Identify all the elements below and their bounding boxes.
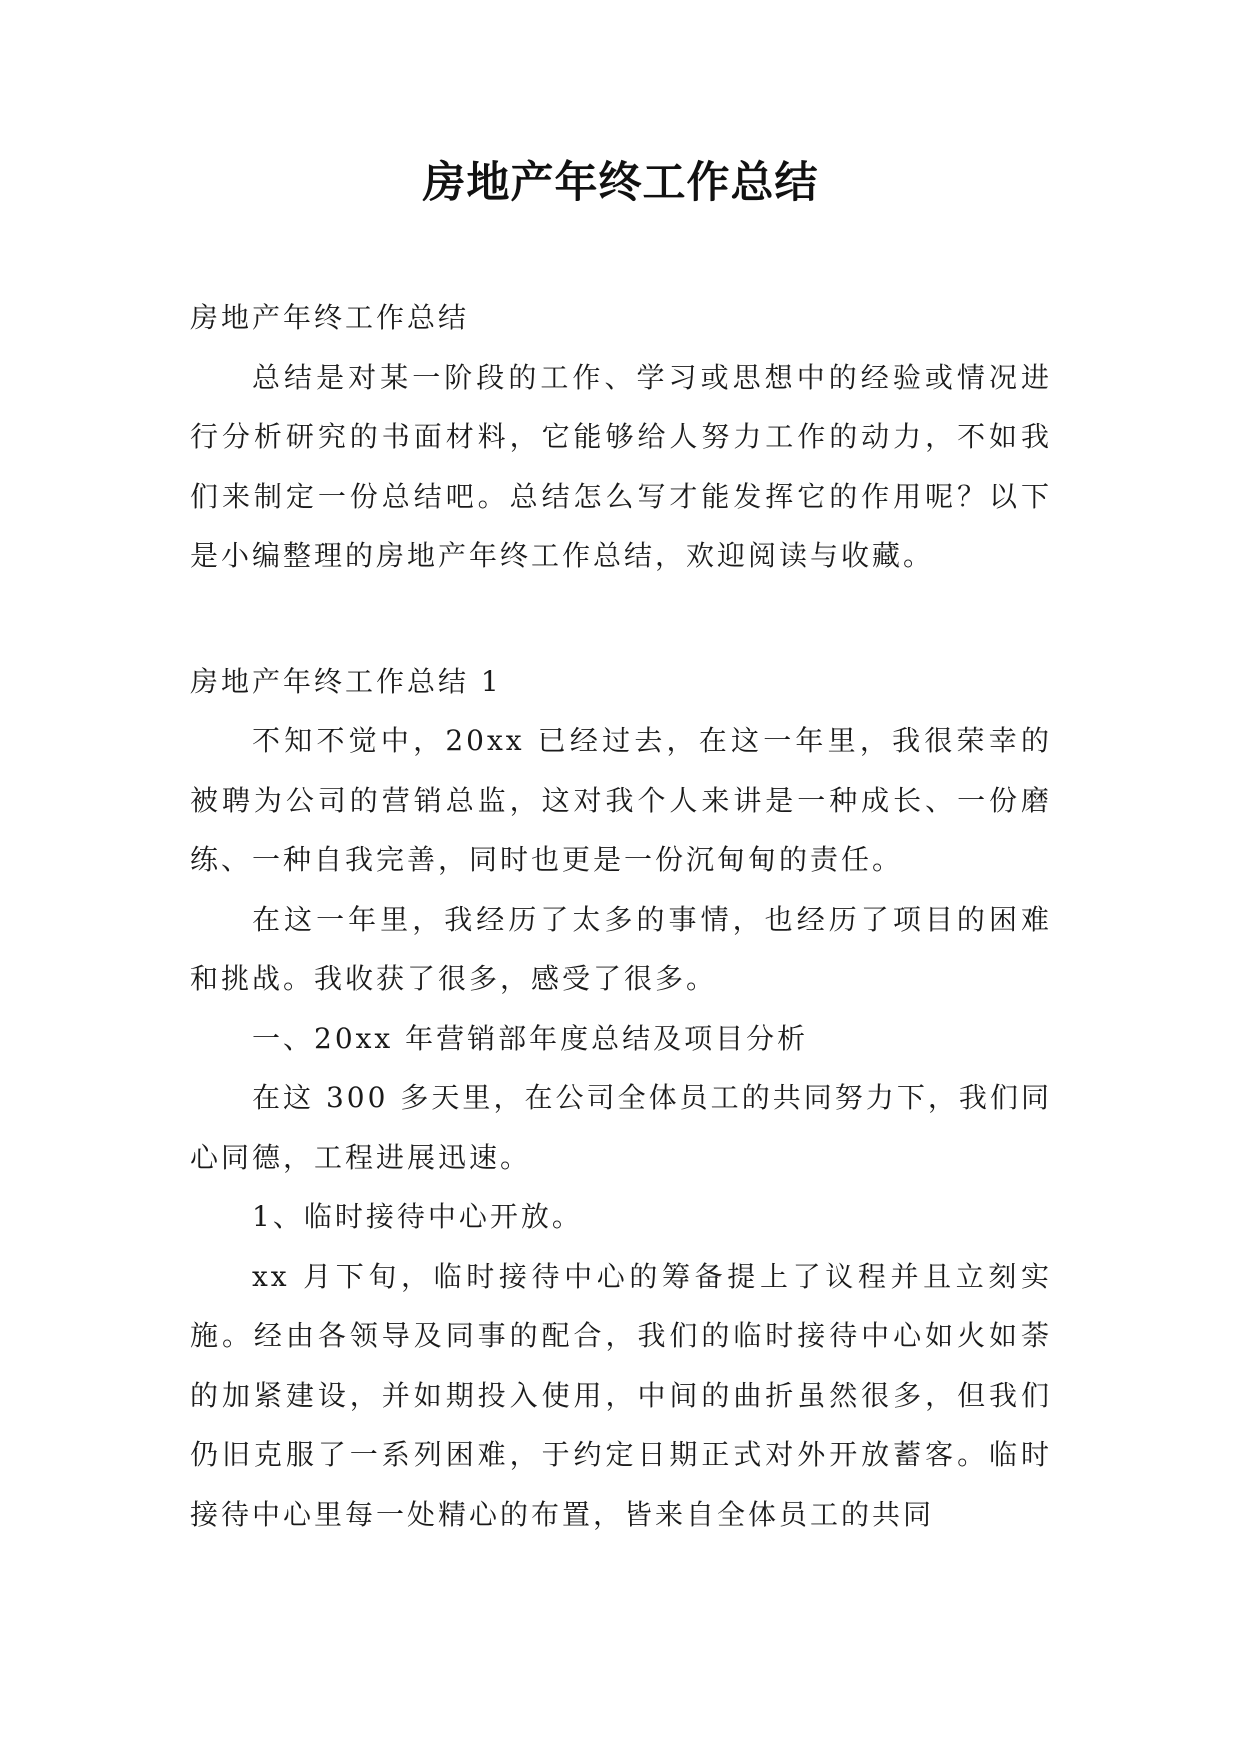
document-subtitle: 房地产年终工作总结 [190, 301, 470, 334]
document-title: 房地产年终工作总结 [422, 158, 819, 208]
section-spacer [190, 586, 1052, 652]
body-paragraph: xx 月下旬，临时接待中心的筹备提上了议程并且立刻实施。经由各领导及同事的配合，我们的临时接待中心如火如荼的加紧建设，并如期投入使用，中间的曲折虽然很多，但我们仍旧克服了一系列困难，于约定日期正式对外开放蓄客。临时接待中心里每一处精心的布置，皆来自全体员工的共同 [190, 1259, 1052, 1531]
intro-paragraph: 总结是对某一阶段的工作、学习或思想中的经验或情况进行分析研究的书面材料，它能够给人努力工作的动力，不如我们来制定一份总结吧。总结怎么写才能发挥它的作用呢？以下是小编整理的房地产年终工作总结，欢迎阅读与收藏。 [190, 360, 1052, 572]
subsection-heading: 一、20xx 年营销部年度总结及项目分析 [252, 1021, 809, 1055]
list-item-heading: 1、临时接待中心开放。 [252, 1200, 583, 1233]
body-paragraph: 在这 300 多天里，在公司全体员工的共同努力下，我们同心同德，工程进展迅速。 [190, 1081, 1052, 1174]
body-paragraph: 不知不觉中，20xx 已经过去，在这一年里，我很荣幸的被聘为公司的营销总监，这对我个人来讲是一种成长、一份磨练、一种自我完善，同时也更是一份沉甸甸的责任。 [190, 724, 1052, 876]
document-body [190, 288, 1052, 1544]
body-paragraph: 在这一年里，我经历了太多的事情，也经历了项目的困难和挑战。我收获了很多，感受了很多。 [190, 902, 1052, 995]
section-heading: 房地产年终工作总结 1 [190, 664, 502, 698]
